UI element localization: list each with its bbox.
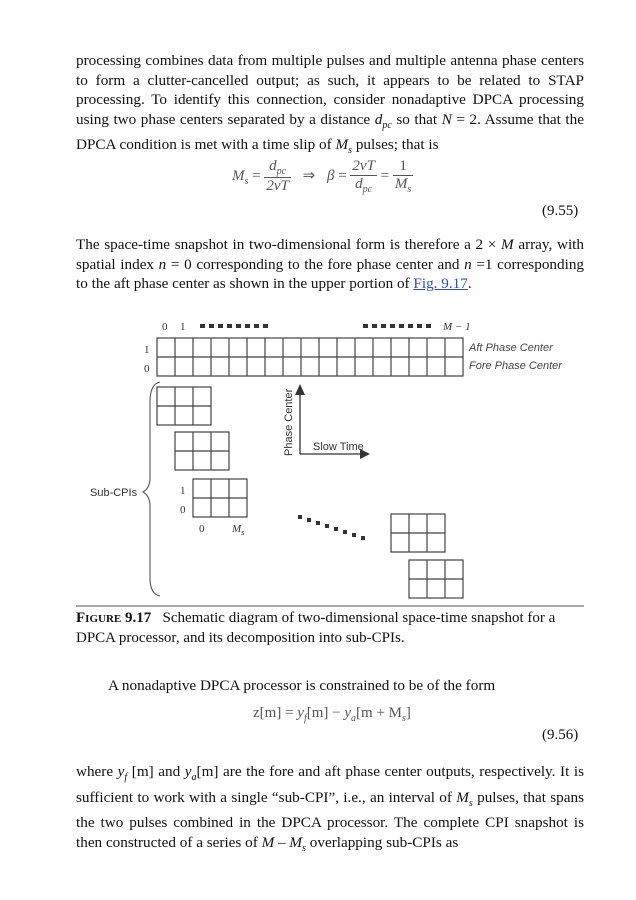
sub-cpi-grid-4 <box>391 514 445 552</box>
sub-cpi-grid-2 <box>175 432 229 470</box>
equation-9-56: $z[m] = y_f[m] - y_a[m + M_s]$ <box>253 705 411 724</box>
equation-9-55: $M_s$ = $\frac{d_{pc}}{2vT}$ ⇒ β = $\frac{2vT}{d_{pc}}$ = $\frac{1}{M_s}$ <box>232 158 412 195</box>
slow-time-axis-label: Slow Time <box>313 441 364 453</box>
sub-cpi-grid-3 <box>193 479 247 517</box>
sub-cpi-grid-5 <box>409 560 463 598</box>
figure-9-17-diagram <box>0 310 636 610</box>
top-dots-left <box>200 324 268 328</box>
top-index-1: 1 <box>180 321 186 333</box>
aft-phase-center-label: Aft Phase Center <box>469 342 553 354</box>
top-dots-right <box>363 324 431 328</box>
row-label-0: 0 <box>144 363 150 375</box>
row-label-1: 1 <box>144 344 150 356</box>
sub-cpi-grid-1 <box>157 387 211 425</box>
sub-row-label-1: 1 <box>180 485 186 497</box>
diagonal-dots <box>298 515 365 540</box>
sub-cpis-label: Sub-CPIs <box>90 487 138 499</box>
paragraph-snapshot: The space-time snapshot in two-dimensional form is therefore a 2 × M array, with spatial index n = 0 corresponding to the fore phase center and n =1 corresponding to the aft phase center as shown in the upper portion of Fig. 9.17. <box>76 236 585 293</box>
equation-number-9-55: (9.55) <box>542 203 579 219</box>
top-index-m-minus-1: M − 1 <box>443 321 471 333</box>
phase-center-axis-label: Phase Center <box>283 388 295 456</box>
figure-link[interactable]: Fig. 9.17 <box>413 275 468 293</box>
figure-caption: Figure 9.17 Schematic diagram of two-dimensional space-time snapshot for a DPCA processor, and its decomposition into sub-CPIs. <box>76 610 556 646</box>
sub-col-label-ms: $M_s$ <box>232 523 245 537</box>
fore-phase-center-label: Fore Phase Center <box>469 360 562 372</box>
top-index-0: 0 <box>162 321 168 333</box>
paragraph-constraint: A nonadaptive DPCA processor is constrained to be of the form <box>108 677 496 694</box>
equation-number-9-56: (9.56) <box>542 727 579 743</box>
paragraph-dpca-intro: processing combines data from multiple pulses and multiple antenna phase centers to form a clutter-cancelled output; as such, it appears to be related to STAP processing. To identify this connection, consider nonadaptive DPCA processing using two phase centers separated by a distance $d_{pc}$ so that N = 2. Assume that the DPCA condition is met with a time slip of $M_s$ pulses; that is <box>76 52 584 157</box>
sub-row-label-0: 0 <box>180 504 186 516</box>
sub-col-label-0: 0 <box>199 523 205 535</box>
main-snapshot-grid <box>157 338 463 376</box>
paragraph-sub-cpi: where $y_f$ [m] and $y_a[m]$ are the fore and aft phase center outputs, respectively. It is sufficient to work with a single “sub-CPI”, i.e., an interval of $M_s$ pulses, that spans the two pulses combined in the DPCA processor. The complete CPI snapshot is then constructed of a series of M – $M_s$ overlapping sub-CPIs as <box>76 763 585 854</box>
